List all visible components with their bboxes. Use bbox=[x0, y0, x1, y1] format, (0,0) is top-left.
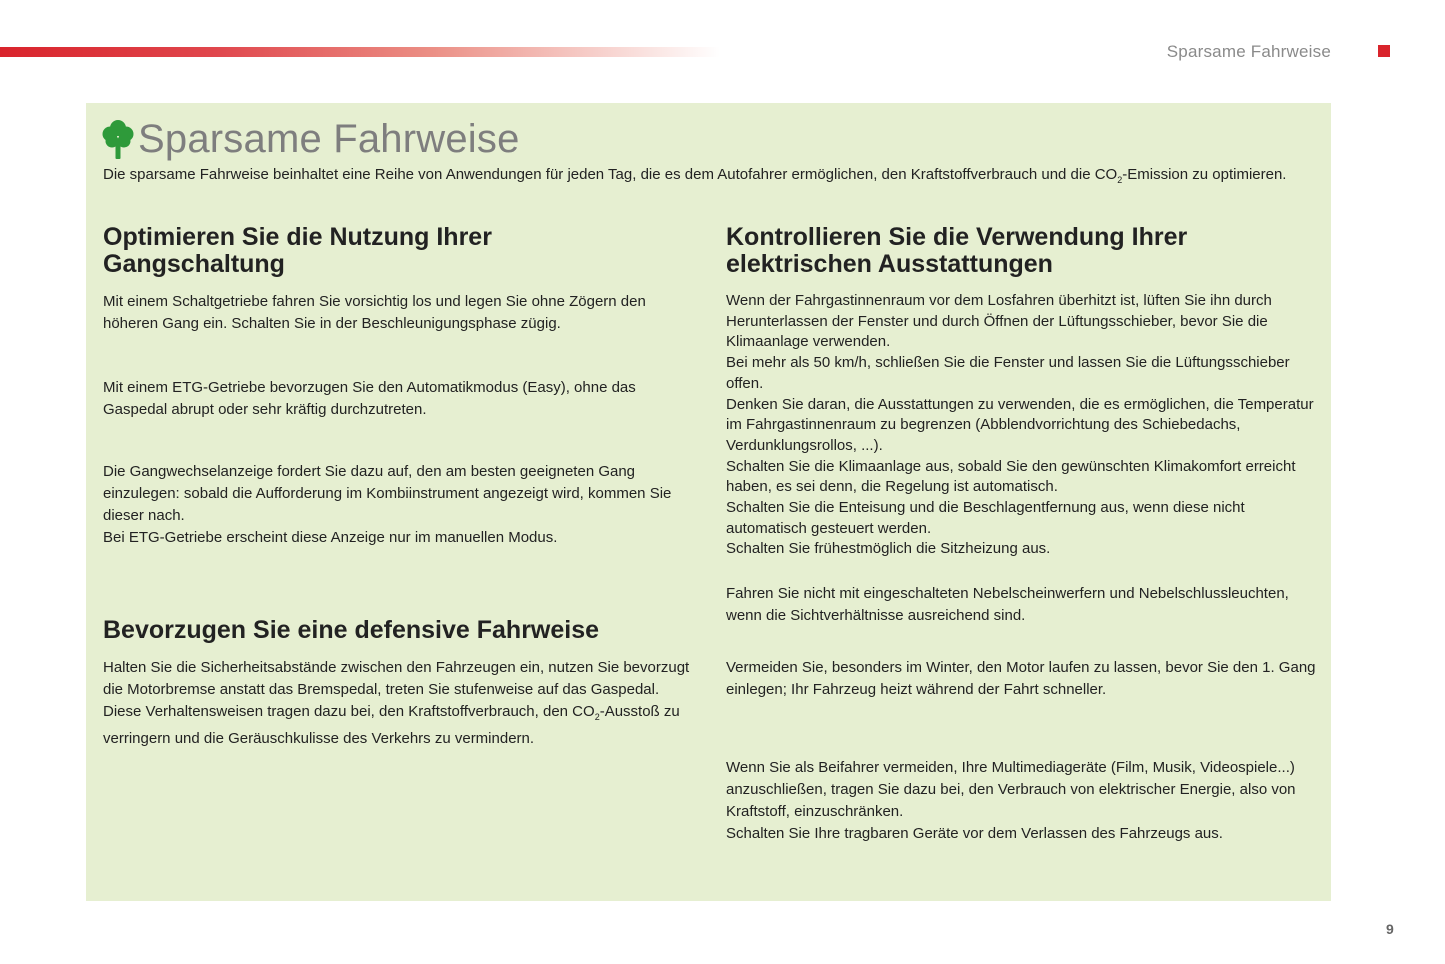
equipment-item: Denken Sie daran, die Ausstattungen zu verwenden, die es ermöglichen, die Temperatur im Fahrgastinnenraum zu begrenzen (Abblendvorrichtung des Schiebedachs, Verdunklungsrollos, ...). bbox=[726, 395, 1314, 454]
equipment-item: Schalten Sie frühestmöglich die Sitzheizung aus. bbox=[726, 540, 1051, 558]
paragraph-etg-gearbox: Mit einem ETG-Getriebe bevorzugen Sie den Automatikmodus (Easy), ohne das Gaspedal abrupt oder sehr kräftig durchzutreten. bbox=[103, 379, 636, 418]
paragraph-defensive-driving bbox=[103, 657, 699, 750]
paragraph-fog-lights: Fahren Sie nicht mit eingeschalteten Nebelscheinwerfern und Nebelschlussleuchten, wenn die Sichtverhältnisse ausreichend sind. bbox=[726, 585, 1289, 624]
page-number: 9 bbox=[1386, 921, 1394, 937]
equipment-item: Schalten Sie die Klimaanlage aus, sobald Sie den gewünschten Klimakomfort erreicht haben, es sei denn, die Regelung ist automatisch. bbox=[726, 457, 1296, 496]
paragraph-multimedia bbox=[726, 757, 1316, 845]
heading-gear-usage: Optimieren Sie die Nutzung Ihrer Gangschaltung bbox=[103, 223, 492, 278]
defensive-text-end: -Ausstoß zu verringern und die Geräuschkulisse des Verkehrs zu vermindern. bbox=[103, 703, 680, 747]
paragraph-manual-gearbox: Mit einem Schaltgetriebe fahren Sie vorsichtig los und legen Sie ohne Zögern den höheren Gang ein. Schalten Sie in der Beschleunigungsphase zügig. bbox=[103, 293, 646, 332]
equipment-item: Wenn der Fahrgastinnenraum vor dem Losfahren überhitzt ist, lüften Sie ihn durch Herunterlassen der Fenster und durch Öffnen der Lüftungsschieber, bevor Sie die Klimaanlage verwenden. bbox=[726, 292, 1272, 351]
page-title-block bbox=[102, 116, 520, 162]
heading-defensive-driving: Bevorzugen Sie eine defensive Fahrweise bbox=[103, 616, 600, 644]
paragraph-gear-indicator bbox=[103, 461, 699, 549]
paragraph-electrical-equipment bbox=[726, 291, 1316, 560]
intro-text-end: -Emission zu optimieren. bbox=[1122, 166, 1287, 183]
intro-text: Die sparsame Fahrweise beinhaltet eine Reihe von Anwendungen für jeden Tag, die es dem Autofahrer ermöglichen, den Kraftstoffverbrauch und die CO bbox=[103, 166, 1118, 183]
multimedia-text: Wenn Sie als Beifahrer vermeiden, Ihre Multimediageräte (Film, Musik, Videospiele...) anzuschließen, tragen Sie dazu bei, den Verbrauch von elektrischer Energie, also von Kraftstoff, einzuschränken. bbox=[726, 759, 1296, 820]
header-red-square-icon bbox=[1378, 45, 1390, 57]
gear-indicator-etg-note: Bei ETG-Getriebe erscheint diese Anzeige nur im manuellen Modus. bbox=[103, 529, 558, 546]
heading-electrical-equipment: Kontrollieren Sie die Verwendung Ihrer elektrischen Ausstattungen bbox=[726, 223, 1188, 278]
gear-indicator-text: Die Gangwechselanzeige fordert Sie dazu auf, den am besten geeigneten Gang einzulegen: sobald die Aufforderung im Kombiinstrument angezeigt wird, kommen Sie dieser nach. bbox=[103, 463, 672, 524]
running-header-title: Sparsame Fahrweise bbox=[1166, 42, 1331, 61]
portable-devices-text: Schalten Sie Ihre tragbaren Geräte vor dem Verlassen des Fahrzeugs aus. bbox=[726, 825, 1223, 842]
tree-icon bbox=[102, 119, 134, 159]
intro-subscript: 2 bbox=[1117, 175, 1123, 185]
defensive-subscript: 2 bbox=[594, 712, 600, 722]
intro-paragraph bbox=[103, 164, 1313, 191]
page-title: Sparsame Fahrweise bbox=[138, 117, 520, 161]
equipment-item: Schalten Sie die Enteisung und die Beschlagentfernung aus, wenn diese nicht automatisch gesteuert werden. bbox=[726, 499, 1245, 537]
paragraph-winter-idling: Vermeiden Sie, besonders im Winter, den Motor laufen zu lassen, bevor Sie den 1. Gang einlegen; Ihr Fahrzeug heizt während der Fahrt schneller. bbox=[726, 659, 1316, 698]
header-accent-bar bbox=[0, 47, 720, 57]
defensive-text: Halten Sie die Sicherheitsabstände zwischen den Fahrzeugen ein, nutzen Sie bevorzugt die Motorbremse anstatt das Bremspedal, treten Sie stufenweise auf das Gaspedal. Diese Verhaltensweisen tragen dazu bei, den Kraftstoffverbrauch, den CO bbox=[103, 659, 690, 720]
equipment-item: Bei mehr als 50 km/h, schließen Sie die Fenster und lassen Sie die Lüftungsschieber offen. bbox=[726, 354, 1290, 392]
